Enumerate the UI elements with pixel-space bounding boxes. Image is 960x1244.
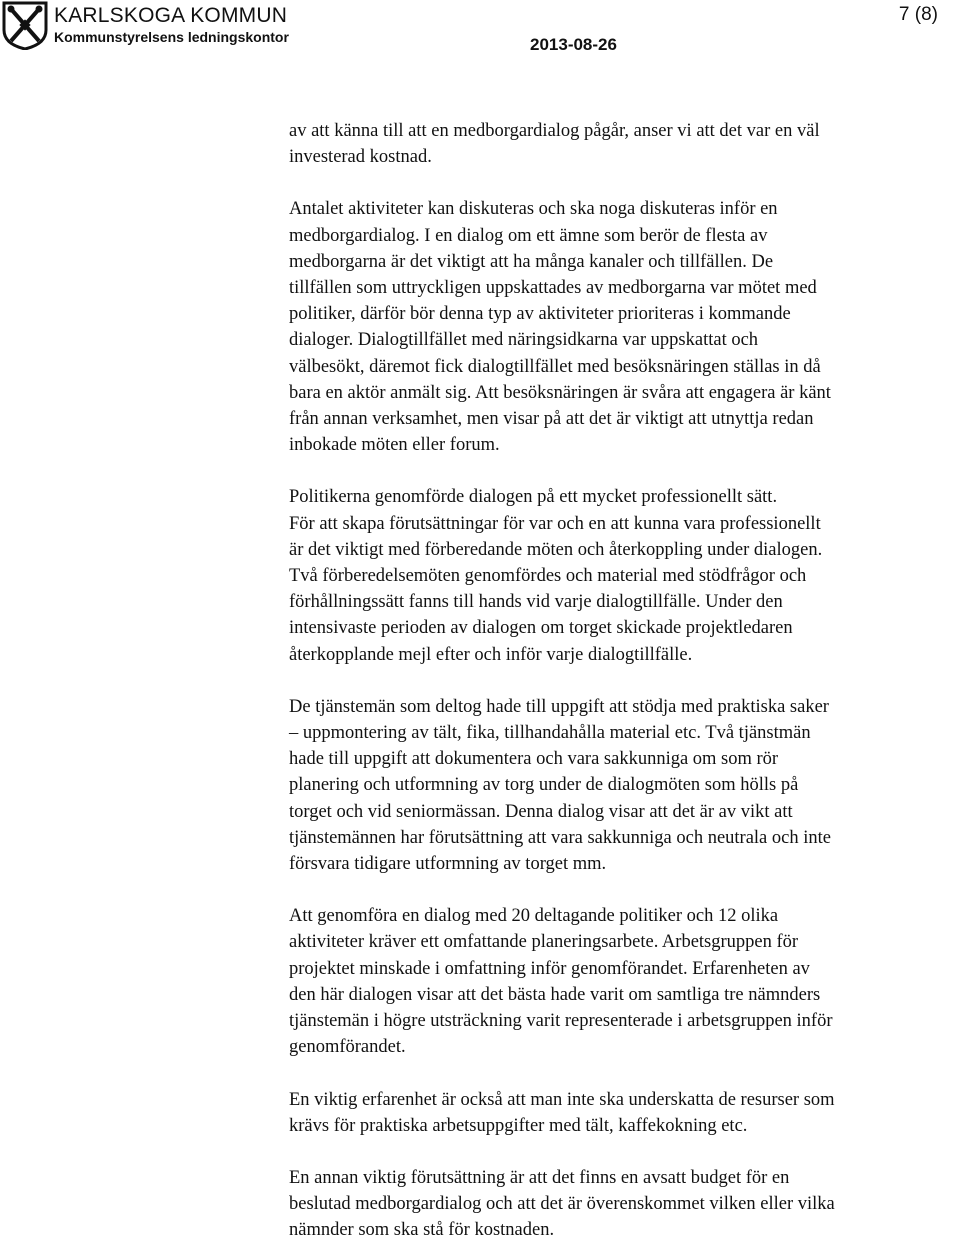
text-line: försvara tidigare utformning av torget mm. [289,854,607,875]
text-line: investerad kostnad. [289,147,432,168]
text-line: Politikerna genomförde dialogen på ett mycket professionellt sätt. [289,487,778,508]
text-line: Antalet aktiviteter kan diskuteras och ska noga diskuteras inför en [289,199,778,220]
text-line: medborgarna är det viktigt att ha många kanaler och tillfällen. De [289,251,774,272]
text-line: från annan verksamhet, men visar på att det är viktigt att utnyttja redan [289,409,814,430]
text-line: nämnder som ska stå för kostnaden. [289,1220,555,1241]
text-line: torget och vid seniormässan. Denna dialog visar att det är av vikt att [289,801,793,822]
page-header [0,0,960,60]
text-line: beslutad medborgardialog och att det är överenskommet vilken eller vilka [289,1194,835,1215]
text-line: Att genomföra en dialog med 20 deltagande politiker och 12 olika [289,906,779,927]
text-line: – uppmontering av tält, fika, tillhandahålla material etc. Två tjänstmän [289,723,811,744]
text-line: bara en aktör anmält sig. Att besöksnäringen är svåra att engagera är känt [289,382,831,403]
paragraph-gap [289,1061,957,1087]
text-line: hade till uppgift att dokumentera och vara sakkunniga om som rör [289,749,779,770]
document-body [289,118,957,1244]
text-line: dialoger. Dialogtillfället med näringsidkarna var uppskattat och [289,330,759,351]
paragraph [289,118,957,170]
paragraph [289,1165,957,1244]
text-line: De tjänstemän som deltog hade till uppgift att stödja med praktiska saker [289,696,829,717]
paragraph [289,196,957,458]
organization-name: KARLSKOGA KOMMUN [54,4,288,27]
text-line: För att skapa förutsättningar för var och en att kunna vara professionellt [289,513,821,534]
text-line: återkopplande mejl efter och inför varje dialogtillfälle. [289,644,693,665]
text-line: genomförandet. [289,1037,406,1058]
text-line: tjänstemännen har förutsättning att vara sakkunniga och neutrala och inte [289,827,831,848]
text-line: En viktig erfarenhet är också att man inte ska underskatta de resurser som [289,1089,835,1110]
paragraph [289,694,957,877]
text-line: förhållningssätt fanns till hands vid varje dialogtillfälle. Under den [289,592,783,613]
paragraph-gap [289,458,957,484]
paragraph-gap [289,170,957,196]
paragraph [289,484,957,667]
document-date: 2013-08-26 [530,35,617,54]
text-line: Två förberedelsemöten genomfördes och material med stödfrågor och [289,566,807,587]
department-name: Kommunstyrelsens ledningskontor [54,29,289,45]
text-line: krävs för praktiska arbetsuppgifter med tält, kaffekokning etc. [289,1115,748,1136]
organization-block [54,4,289,46]
text-line: intensivaste perioden av dialogen om torget skickade projektledaren [289,618,793,639]
text-line: medborgardialog. I en dialog om ett ämne som berör de flesta av [289,225,768,246]
text-line: En annan viktig förutsättning är att det finns en avsatt budget för en [289,1167,790,1188]
paragraph [289,903,957,1060]
text-line: aktiviteter kräver ett omfattande planeringsarbete. Arbetsgruppen för [289,932,799,953]
paragraph-gap [289,877,957,903]
text-line: tjänstemän i högre utsträckning varit representerade i arbetsgruppen inför [289,1011,833,1032]
text-line: är det viktigt med förberedande möten och återkoppling under dialogen. [289,539,823,560]
text-line: tillfällen som uttryckligen uppskattades av medborgarna var mötet med [289,278,817,299]
text-line: politiker, därför bör denna typ av aktiviteter prioriteras i kommande [289,304,791,325]
paragraph [289,1087,957,1139]
text-line: den här dialogen visar att det bästa hade varit om samtliga tre nämnders [289,984,821,1005]
text-line: välbesökt, däremot fick dialogtillfället med besöksnäringen ställas in då [289,356,821,377]
municipal-coat-of-arms-logo [0,0,50,50]
text-line: av att känna till att en medborgardialog pågår, anser vi att det var en väl [289,121,820,141]
text-line: planering och utformning av torg under de dialogmöten som hölls på [289,775,799,796]
paragraph-gap [289,668,957,694]
text-line: inbokade möten eller forum. [289,435,500,456]
page-number: 7 (8) [898,4,938,25]
text-line: projektet minskade i omfattning inför genomförandet. Erfarenheten av [289,958,810,979]
paragraph-gap [289,1139,957,1165]
